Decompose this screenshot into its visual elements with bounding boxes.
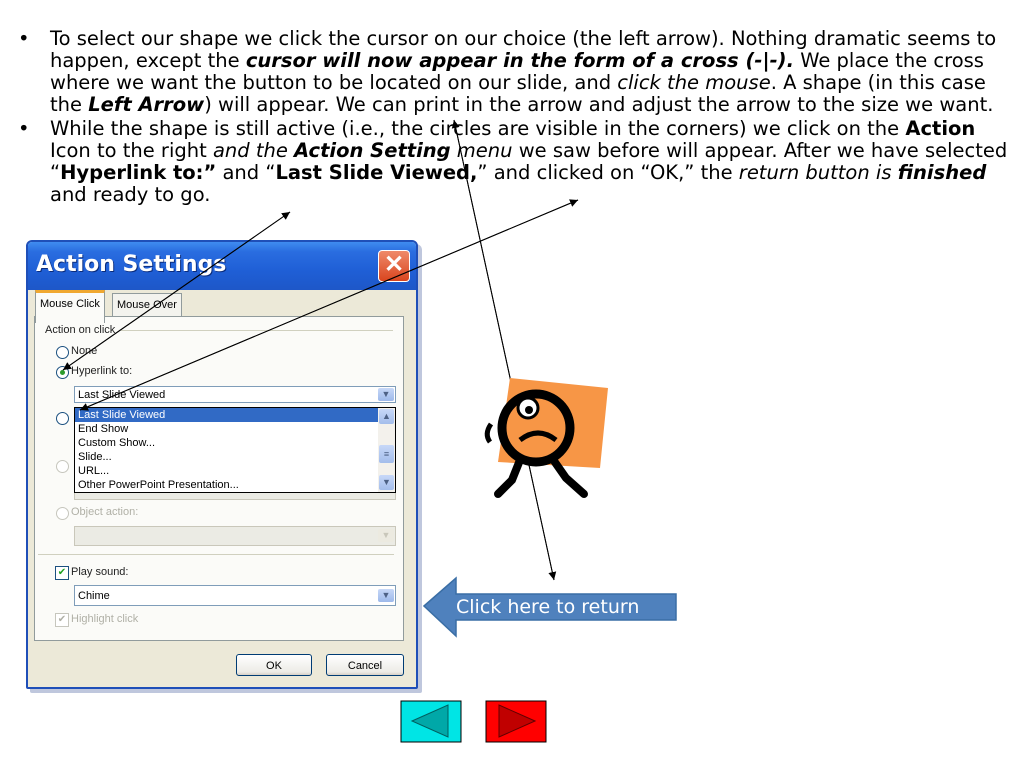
bullet-segment: we saw before will appear. After we have selected “ [50,139,1008,184]
return-button-label: Click here to return [456,596,640,618]
chevron-down-icon[interactable]: ▼ [378,388,394,401]
bullet-segment: ” and clicked on “OK,” the [477,161,739,184]
dropdown-item[interactable]: Last Slide Viewed [75,408,395,422]
chevron-down-icon: ▼ [378,529,394,542]
bullet-segment: cursor will now appear in the form of a cross (-|-). [245,49,794,72]
radio-object-action-label: Object action: [71,506,139,518]
tab-mouse-click[interactable]: Mouse Click [35,290,105,323]
arrow-to-last-slide-text [80,200,578,410]
bullet-segment: and the [212,139,295,162]
dropdown-item[interactable]: URL... [78,465,110,477]
chevron-down-icon[interactable]: ▼ [379,475,394,490]
chevron-up-icon[interactable]: ▲ [379,409,394,424]
forward-nav-button[interactable] [486,701,546,742]
character-clipart [487,378,608,494]
chevron-down-icon[interactable]: ▼ [378,589,394,602]
dropdown-item[interactable]: Custom Show... [78,437,156,449]
bullet-segment: . A shape (in this case the [50,71,986,116]
sound-select-value: Chime [78,590,110,602]
bullet-segment: Action Setting [294,139,451,162]
bullet-segment: ) will appear. We can print in the arrow and adjust the arrow to the size we want. [204,93,994,116]
tab-mouse-over[interactable]: Mouse Over [112,293,182,316]
play-sound-label: Play sound: [71,566,129,578]
radio-none-label: None [71,345,98,357]
bullet-segment: Hyperlink to:” [60,161,217,184]
play-sound-checkbox[interactable]: ✔ [55,566,69,580]
dropdown-item[interactable]: Slide... [78,451,112,463]
back-nav-button[interactable] [401,701,461,742]
hyperlink-select-value: Last Slide Viewed [78,389,166,401]
bullet-segment: To select our shape we click the cursor on our choice (the left arrow). Nothing dramatic seems to happen, except the [50,27,997,72]
dropdown-item[interactable]: Other PowerPoint Presentation... [78,479,239,491]
cancel-button[interactable]: Cancel [326,654,404,676]
highlight-click-label: Highlight click [71,613,139,625]
radio-hyperlink-label: Hyperlink to: [71,365,133,377]
bullet-segment: click the mouse [617,71,771,94]
bullet-segment: While the shape is still active (i.e., the circles are visible in the corners) we click on the [50,117,906,140]
bullet-segment: and “ [216,161,276,184]
bullet-segment: Left Arrow [88,93,205,116]
bullet-segment: Last Slide Viewed, [275,161,478,184]
bullet-segment: and ready to go. [50,183,211,206]
bullet-marker: • [18,27,30,50]
bullet-marker: • [18,117,30,140]
bullet-segment: finished [897,161,987,184]
ok-button[interactable]: OK [236,654,312,676]
highlight-click-checkbox: ✔ [55,613,69,627]
bullet-segment: We place the cross where we want the button to be located on our slide, and [50,49,984,94]
arrow-to-adjust-text [454,120,554,580]
scroll-thumb[interactable]: ≡ [379,445,394,463]
bullet-segment: Icon to the right [50,139,213,162]
bullet-segment: Action [905,117,976,140]
action-on-click-label: Action on click [45,324,116,336]
close-icon: ✕ [383,251,405,278]
annotation-arrows [63,120,578,580]
bullet-segment: menu [450,139,513,162]
bullet-segment: return button is [738,161,898,184]
dialog-title: Action Settings [36,252,227,277]
dropdown-item[interactable]: End Show [78,423,129,435]
